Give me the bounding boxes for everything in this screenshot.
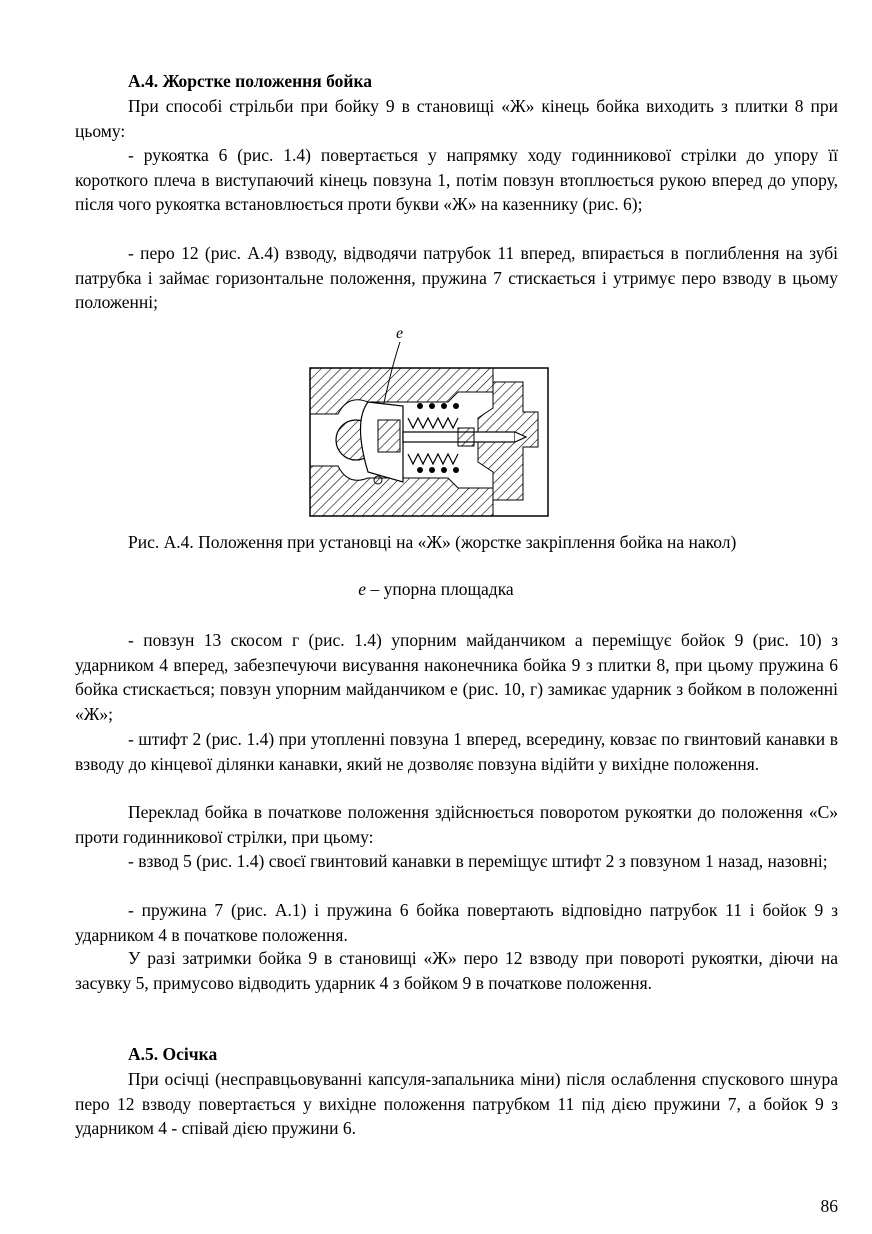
- paragraph: - повзун 13 скосом г (рис. 1.4) упорним майданчиком а переміщує бойок 9 (рис. 10) з ударником 4 вперед, забезпечуючи висування наконечника бойка 9 з плитки 8, при цьому пружина 6 бойка стискається; повзун упорним майданчиком е (рис. 10, г) замикає ударник з бойком в положенні «Ж»;: [75, 630, 838, 724]
- figure-caption: Рис. А.4. Положення при установці на «Ж» (жорстке закріплення бойка на накол): [128, 532, 737, 552]
- section-heading-a5: А.5. Осічка: [128, 1044, 218, 1064]
- paragraph: - перо 12 (рис. А.4) взводу, відводячи патрубок 11 вперед, впирається в поглиблення на зубі патрубка і займає горизонтальне положення, пружина 7 стискається і утримує перо взводу в цьому положенні;: [75, 243, 838, 312]
- legend-text: – упорна площадка: [366, 579, 514, 599]
- figure-legend: [0, 577, 872, 601]
- paragraph: При способі стрільби при бойку 9 в становищі «Ж» кінець бойка виходить з плитки 8 при цьому:: [75, 96, 838, 141]
- paragraph: - штифт 2 (рис. 1.4) при утопленні повзуна 1 вперед, всередину, ковзає по гвинтовий канавки в взводу до кінцевої ділянки канавки, який не дозволяє повзуна відійти у вихідне положення.: [75, 729, 838, 774]
- paragraph: Переклад бойка в початкове положення здійснюється поворотом рукоятки до положення «С» проти годинникової стрілки, при цьому:: [75, 802, 838, 847]
- paragraph: У разі затримки бойка 9 в становищі «Ж» перо 12 взводу при повороті рукоятки, діючи на засувку 5, примусово відводить ударник 4 з бойком 9 в початкове положення.: [75, 948, 838, 993]
- paragraph: При осічці (несправцьовуванні капсуля-запальника міни) після ослаблення спускового шнура перо 12 взводу повертається у вихідне положення патрубком 11 під дією пружини 7, а бойок 9 з ударником 4 - співай дією пружини 6.: [75, 1069, 838, 1138]
- section-heading-a4: А.4. Жорстке положення бойка: [128, 71, 373, 91]
- figure-label: е: [396, 325, 404, 342]
- legend-letter: е: [358, 579, 367, 599]
- page-number: 86: [820, 1196, 838, 1216]
- paragraph: - пружина 7 (рис. А.1) і пружина 6 бойка повертають відповідно патрубок 11 і бойок 9 з ударником 4 в початкове положення.: [75, 900, 838, 945]
- paragraph: - рукоятка 6 (рис. 1.4) повертається у напрямку ходу годинникової стрілки до упору її короткого плеча в виступаючий кінець повзуна 1, потім повзун втоплюється рукою вперед до упору, після чого рукоятка встановлюється проти букви «Ж» на казеннику (рис. 6);: [75, 145, 838, 214]
- firing-pin-diagram: [308, 322, 550, 518]
- paragraph: - взвод 5 (рис. 1.4) своєї гвинтовий канавки в переміщує штифт 2 з повзуном 1 назад, назовні;: [128, 851, 828, 871]
- mechanism-figure: [308, 322, 550, 518]
